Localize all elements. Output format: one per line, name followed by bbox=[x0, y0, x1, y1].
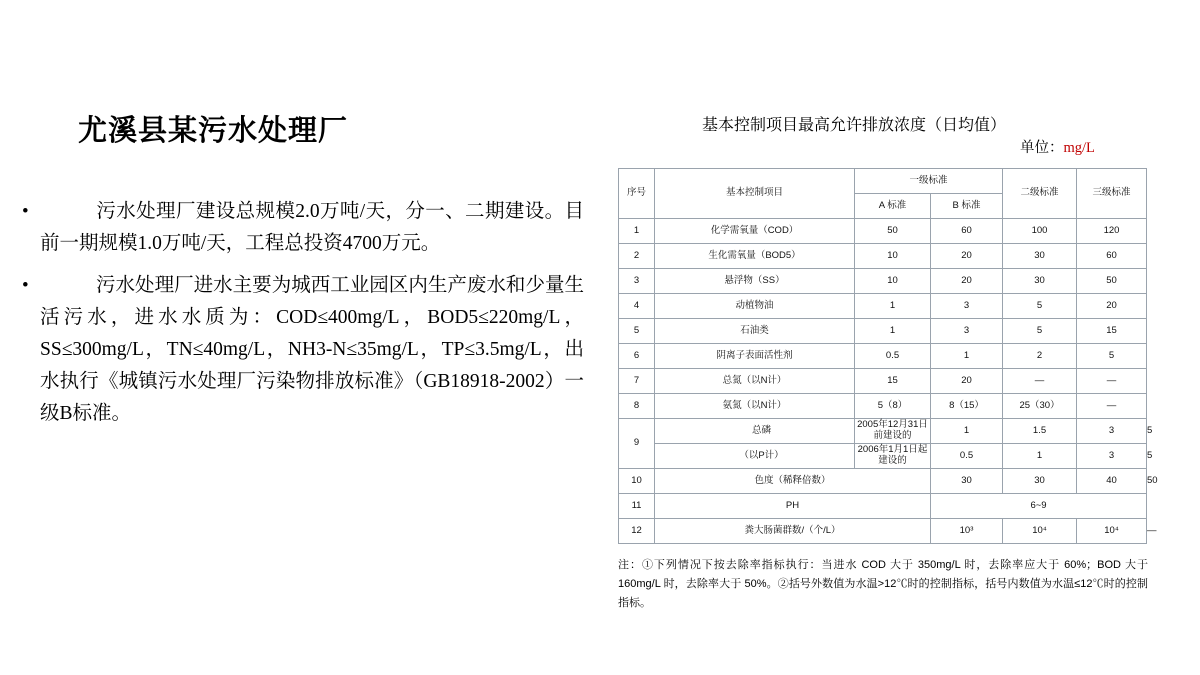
cell-a: 0.5 bbox=[855, 344, 931, 369]
bullet-dot: • bbox=[22, 201, 29, 222]
standards-table-wrapper bbox=[618, 168, 1158, 544]
table-row: 10 色度（稀释倍数） 30 30 40 50 bbox=[619, 469, 1147, 494]
cell-l2: 3 bbox=[1077, 419, 1147, 444]
cell-l2: 10⁴ bbox=[1077, 519, 1147, 544]
cell-l3: 120 bbox=[1077, 219, 1147, 244]
cell-item: 动植物油 bbox=[655, 294, 855, 319]
cell-b: 10⁴ bbox=[1003, 519, 1077, 544]
cell-a: 0.5 bbox=[931, 444, 1003, 469]
cell-a: 5（8） bbox=[855, 394, 931, 419]
cell-item: 总氮（以N计） bbox=[655, 369, 855, 394]
cell-b: 1.5 bbox=[1003, 419, 1077, 444]
cell-no: 1 bbox=[619, 219, 655, 244]
cell-l2: 2 bbox=[1003, 344, 1077, 369]
table-footnote: 注：①下列情况下按去除率指标执行：当进水 COD 大于 350mg/L 时，去除率应大于 60%；BOD 大于 160mg/L 时，去除率大于 50%。②括号外数值为水温>12℃时的控制指标，括号内数值为水温≤12℃时的控制指标。 bbox=[618, 559, 1148, 609]
cell-item: 氨氮（以N计） bbox=[655, 394, 855, 419]
cell-item: 悬浮物（SS） bbox=[655, 269, 855, 294]
cell-no: 12 bbox=[619, 519, 655, 544]
cell-l3: — bbox=[1077, 369, 1147, 394]
cell-b: 30 bbox=[1003, 469, 1077, 494]
cell-no: 9 bbox=[619, 419, 655, 469]
cell-item-tp-label: 总磷 bbox=[655, 419, 855, 444]
cell-no: 3 bbox=[619, 269, 655, 294]
cell-item: 粪大肠菌群数/（个/L） bbox=[655, 519, 931, 544]
cell-l2: 40 bbox=[1077, 469, 1147, 494]
list-item-text: 污水处理厂建设总规模2.0万吨/天，分一、二期建设。目前一期规模1.0万吨/天，工程总投资4700万元。 bbox=[40, 201, 584, 254]
header-level1-a: A 标准 bbox=[855, 194, 931, 219]
cell-l2: 100 bbox=[1003, 219, 1077, 244]
cell-a: 10 bbox=[855, 244, 931, 269]
cell-a: 30 bbox=[931, 469, 1003, 494]
cell-item: 石油类 bbox=[655, 319, 855, 344]
cell-no: 5 bbox=[619, 319, 655, 344]
cell-l2: 30 bbox=[1003, 269, 1077, 294]
header-no: 序号 bbox=[619, 169, 655, 219]
header-item: 基本控制项目 bbox=[655, 169, 855, 219]
cell-b: 20 bbox=[931, 369, 1003, 394]
cell-l3: 15 bbox=[1077, 319, 1147, 344]
table-row-ph bbox=[619, 494, 1147, 519]
table-row-tp-1: 9 总磷 2005年12月31日前建设的 1 1.5 3 5 bbox=[619, 419, 1147, 444]
header-level1-b: B 标准 bbox=[931, 194, 1003, 219]
cell-l2: 25（30） bbox=[1003, 394, 1077, 419]
table-row bbox=[619, 244, 1147, 269]
table-row-tp-2: （以P计） 2006年1月1日起建设的 0.5 1 3 5 bbox=[619, 444, 1147, 469]
list-item bbox=[14, 270, 584, 430]
cell-b: 60 bbox=[931, 219, 1003, 244]
cell-a: 50 bbox=[855, 219, 931, 244]
cell-item: PH bbox=[655, 494, 931, 519]
table-unit-note bbox=[1020, 136, 1095, 157]
table-row bbox=[619, 394, 1147, 419]
table-row bbox=[619, 344, 1147, 369]
header-level1: 一级标准 bbox=[855, 169, 1003, 194]
cell-tp-sub-label-1: 2005年12月31日前建设的 bbox=[855, 419, 931, 444]
header-level3: 三级标准 bbox=[1077, 169, 1147, 219]
table-row bbox=[619, 269, 1147, 294]
cell-l2: 5 bbox=[1003, 294, 1077, 319]
cell-l2: 3 bbox=[1077, 444, 1147, 469]
cell-a: 1 bbox=[855, 319, 931, 344]
cell-no: 4 bbox=[619, 294, 655, 319]
header-level2: 二级标准 bbox=[1003, 169, 1077, 219]
cell-no: 2 bbox=[619, 244, 655, 269]
cell-no: 7 bbox=[619, 369, 655, 394]
table-row bbox=[619, 369, 1147, 394]
cell-b: 20 bbox=[931, 269, 1003, 294]
list-item-text: 污水处理厂进水主要为城西工业园区内生产废水和少量生活污水，进水水质为：COD≤400mg/L，BOD5≤220mg/L，SS≤300mg/L，TN≤40mg/L，NH3-N≤35mg/L，TP≤3.5mg/L，出水执行《城镇污水处理厂污染物排放标准》（GB18918-2002）一级B标准。 bbox=[40, 275, 584, 424]
table-row bbox=[619, 319, 1147, 344]
cell-l3: 50 bbox=[1077, 269, 1147, 294]
standards-table bbox=[618, 168, 1158, 544]
cell-l3: 60 bbox=[1077, 244, 1147, 269]
cell-item: 阴离子表面活性剂 bbox=[655, 344, 855, 369]
bullet-list bbox=[14, 196, 584, 440]
cell-a: 1 bbox=[855, 294, 931, 319]
table-caption: 基本控制项目最高允许排放浓度（日均值） bbox=[702, 117, 1007, 134]
table-row bbox=[619, 219, 1147, 244]
cell-l3: 20 bbox=[1077, 294, 1147, 319]
list-item bbox=[14, 196, 584, 260]
cell-b: 1 bbox=[931, 344, 1003, 369]
cell-b: 3 bbox=[931, 319, 1003, 344]
cell-b: 3 bbox=[931, 294, 1003, 319]
cell-b: 20 bbox=[931, 244, 1003, 269]
cell-l2: 5 bbox=[1003, 319, 1077, 344]
cell-ph-value: 6~9 bbox=[931, 494, 1147, 519]
bullet-dot: • bbox=[22, 275, 29, 296]
cell-item: 化学需氧量（COD） bbox=[655, 219, 855, 244]
cell-a: 15 bbox=[855, 369, 931, 394]
cell-l2: 30 bbox=[1003, 244, 1077, 269]
cell-a: 10 bbox=[855, 269, 931, 294]
cell-no: 6 bbox=[619, 344, 655, 369]
cell-no: 11 bbox=[619, 494, 655, 519]
cell-item: 色度（稀释倍数） bbox=[655, 469, 931, 494]
right-content-column bbox=[600, 0, 1200, 675]
cell-no: 10 bbox=[619, 469, 655, 494]
table-row bbox=[619, 294, 1147, 319]
cell-item: 生化需氧量（BOD5） bbox=[655, 244, 855, 269]
unit-value: mg/L bbox=[1063, 140, 1095, 156]
unit-label: 单位： bbox=[1020, 140, 1064, 156]
cell-tp-sub-label-2: 2006年1月1日起建设的 bbox=[855, 444, 931, 469]
cell-no: 8 bbox=[619, 394, 655, 419]
table-row: 12 粪大肠菌群数/（个/L） 10³ 10⁴ 10⁴ — bbox=[619, 519, 1147, 544]
cell-a: 10³ bbox=[931, 519, 1003, 544]
cell-b: 1 bbox=[1003, 444, 1077, 469]
cell-l3: 5 bbox=[1077, 344, 1147, 369]
cell-b: 8（15） bbox=[931, 394, 1003, 419]
table-header-row bbox=[619, 169, 1147, 194]
page-title: 尤溪县某污水处理厂 bbox=[78, 115, 349, 147]
cell-l3: — bbox=[1077, 394, 1147, 419]
cell-a: 1 bbox=[931, 419, 1003, 444]
cell-item-tp-label2: （以P计） bbox=[655, 444, 855, 469]
cell-l2: — bbox=[1003, 369, 1077, 394]
